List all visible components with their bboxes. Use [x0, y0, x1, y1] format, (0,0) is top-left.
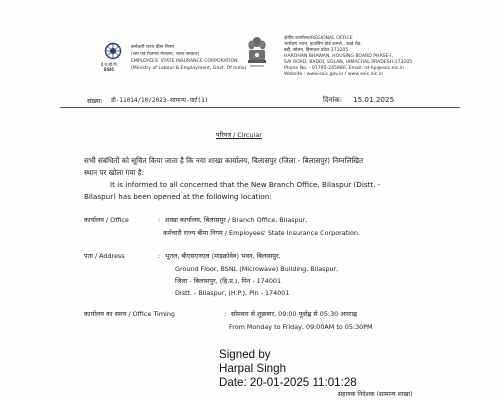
- timing-label: कार्यालय का समय / Office Timing: [84, 310, 175, 318]
- reference-number: डी-11014/10/2023-सामान्य-पार्ट(1): [111, 97, 209, 104]
- ministry-english: (Ministry of Labour & Employment, Govt. Of India): [131, 66, 247, 71]
- org-name-english: EMPLOYEES' STATE INSURANCE CORPORATION: [131, 59, 238, 64]
- address-label: पता / Address: [84, 252, 125, 260]
- signature-date: Date: 20-01-2025 11:01:28: [219, 376, 357, 389]
- office-line-1: शाखा कार्यालय, बिलासपुर / Branch Office, Bilaspur,: [165, 216, 308, 224]
- office-line-2: कर्मचारी राज्य बीमा निगम / Employees' State Insurance Corporation.: [163, 229, 360, 237]
- logo-caption-english: ESIC: [104, 67, 115, 72]
- office-label: कार्यालय / Office: [84, 216, 129, 224]
- timing-colon: :: [224, 310, 227, 318]
- address-english-line-1: HAROHAN BHAWAN, HOUSING BOARD PHASE-I,: [284, 54, 393, 59]
- address-line-3: जिला - बिलासपुर, (हि.प्र.), पिन - 174001: [175, 277, 282, 285]
- header-divider: [60, 107, 460, 108]
- address-line-1: भूतल, बीएसएनएल (माइक्रोवेव) भवन, बिलासपुर,: [165, 252, 281, 260]
- address-colon: :: [158, 252, 161, 260]
- contact-line: Phone No. - 01795-245980, Email: rd-hp@esic.nic.in: [284, 66, 405, 71]
- national-emblem-icon: [244, 34, 270, 72]
- date-label: दिनांक:: [323, 96, 342, 104]
- org-name-hindi: कर्मचारी राज्य बीमा निगम: [131, 45, 175, 50]
- intro-english-line-2: Bilaspur) has been opened at the following location:: [84, 192, 272, 201]
- address-english-line-2: SAI ROAD, BADDI, SOLAN, HIMACHAL PRADESH-173205: [284, 60, 413, 65]
- signed-by-label: Signed by: [219, 348, 271, 361]
- issue-date: 15.01.2025: [353, 95, 395, 104]
- signer-name: Harpal Singh: [219, 362, 287, 375]
- circular-title: परिपत्र / Circular: [216, 131, 262, 139]
- intro-hindi-line-2: स्थान पर खोला गया है:: [84, 168, 145, 177]
- regional-office-title: क्षेत्रीय कार्यालय/REGIONAL OFFICE: [284, 36, 353, 41]
- logo-caption-hindi: ई.रा.बी.नि.: [101, 62, 119, 67]
- address-hindi-line-1: भारोहण भवन, हाउसिंग बोर्ड कम्प्ले., कार्ड रोड,: [284, 42, 362, 47]
- signer-designation: सहायक निदेशक (सामान्य शाखा): [338, 391, 413, 398]
- website-line: Website : www.esic.gov.in / www.esic.nic.in: [284, 72, 383, 77]
- timing-line-2: From Monday to Friday, 09:00AM to 05:30PM: [229, 323, 373, 331]
- office-colon: :: [158, 216, 161, 224]
- intro-english-line-1: It is informed to all concerned that the New Branch Office, Bilaspur (Distt. -: [110, 180, 381, 189]
- address-line-2: Ground Floor, BSNL (Microwave) Building, Bilaspur,: [175, 265, 339, 273]
- ministry-hindi: (श्रम एवं रोजगार मंत्रालय, भारत सरकार): [131, 52, 200, 57]
- address-line-4: Distt. - Bilaspur, (H.P.), Pin - 174001: [175, 289, 290, 297]
- address-hindi-line-2: बद्दी, सोलन, हिमाचल प्रदेश-173205: [284, 48, 349, 53]
- intro-hindi-line-1: सभी संबंधितों को सूचित किया जाता है कि नया शाखा कार्यालय, बिलासपुर (जिला - बिलासपुर) निम्नलिखित: [84, 156, 364, 165]
- timing-line-1: सोमवार से शुक्रवार, 09:00 पूर्वाह्न से 05:30 अपराह्न: [231, 310, 357, 318]
- reference-label: संख्या:: [87, 97, 103, 105]
